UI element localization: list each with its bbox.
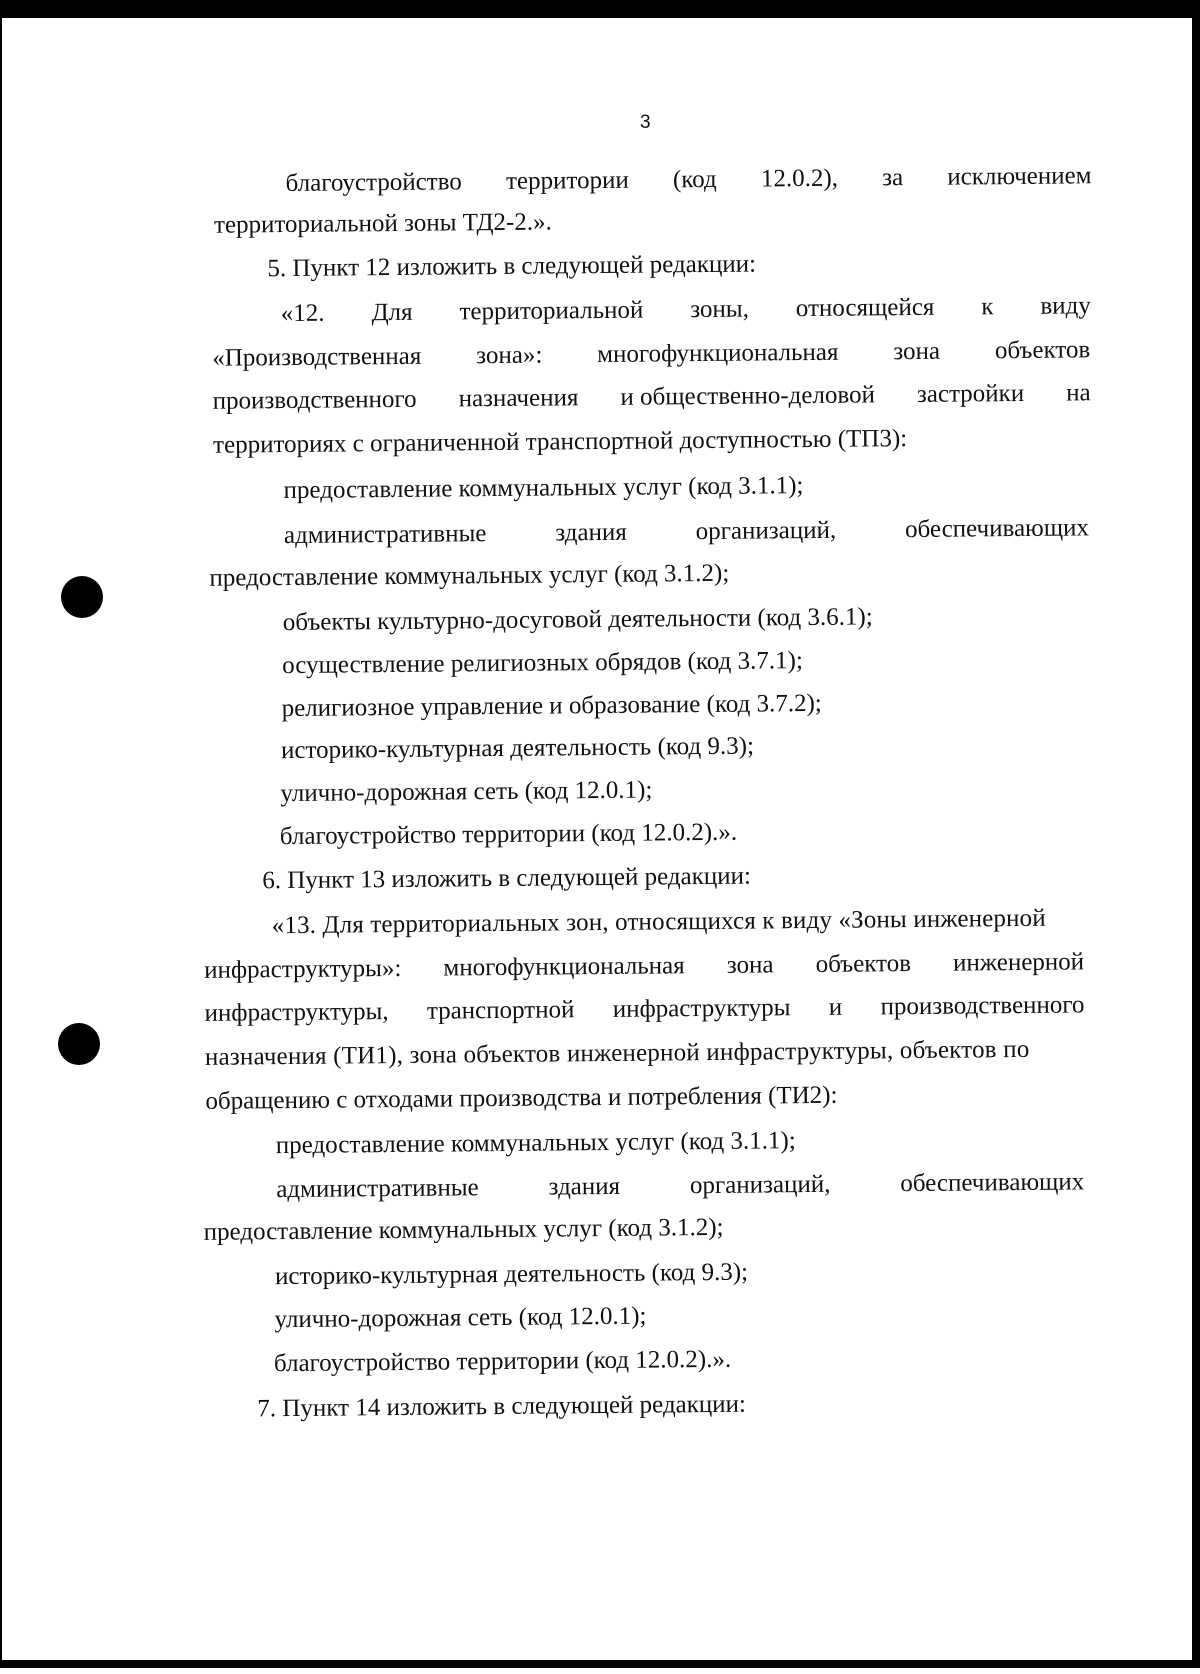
page-number: 3	[640, 112, 651, 133]
word: обеспечивающих	[904, 514, 1090, 544]
text-line: обращению с отходами производства и потребления (ТИ2):	[205, 1081, 838, 1115]
text-line	[285, 161, 1091, 199]
word: исключением	[947, 162, 1092, 191]
word: благоустройство	[285, 168, 462, 198]
word: инфраструктуры»:	[204, 954, 402, 984]
text-line: предоставление коммунальных услуг (код 3.1.2);	[203, 1213, 724, 1246]
word: зоны,	[690, 295, 750, 324]
word: «12.	[280, 299, 325, 328]
list-item: улично-дорожная сеть (код 12.0.1);	[280, 776, 653, 808]
list-item: благоустройство территории (код 12.0.2).».	[279, 818, 738, 851]
text-line	[213, 378, 1091, 416]
text-line	[212, 335, 1090, 373]
word: «Производственная	[212, 342, 422, 372]
word: инфраструктуры,	[204, 998, 389, 1027]
text-line: «13. Для территориальных зон, относящихся к виду «Зоны инженерной	[271, 904, 1046, 940]
word: относящейся	[795, 293, 935, 323]
word: и	[828, 993, 843, 1021]
word: объектов	[815, 950, 912, 978]
list-item	[276, 1167, 1084, 1205]
word: административные	[276, 1174, 479, 1204]
text-line: назначения (ТИ1), зона объектов инженерной инфраструктуры, объектов по	[204, 1035, 1030, 1071]
list-item: предоставление коммунальных услуг (код 3.1.1);	[275, 1127, 796, 1160]
word: обеспечивающих	[900, 1168, 1085, 1198]
word: здания	[548, 1172, 621, 1201]
list-item: религиозное управление и образование (код 3.7.2);	[281, 689, 822, 723]
word: производственного	[880, 991, 1085, 1021]
word: инженерной	[952, 948, 1085, 977]
list-item: улично-дорожная сеть (код 12.0.1);	[274, 1302, 647, 1334]
word: территориальной	[459, 296, 644, 326]
word: зона»:	[476, 341, 543, 370]
item-heading-5: 5. Пункт 12 изложить в следующей редакции:	[267, 250, 757, 283]
list-item: историко-культурная деятельность (код 9.3);	[274, 1258, 749, 1291]
word: к	[981, 293, 994, 321]
text-line	[281, 291, 1091, 329]
word: 12.0.2),	[760, 164, 839, 193]
list-item: осуществление религиозных обрядов (код 3.7.1);	[282, 647, 803, 680]
word: назначения	[458, 384, 579, 413]
word: застройки	[916, 379, 1025, 408]
word: административные	[283, 520, 487, 550]
word: на	[1066, 379, 1091, 407]
word: за	[882, 164, 904, 192]
list-item: благоустройство территории (код 12.0.2).».	[273, 1345, 732, 1378]
word: производственного	[212, 385, 417, 415]
word: зона	[726, 951, 774, 979]
text-line	[204, 990, 1084, 1028]
list-item: предоставление коммунальных услуг (код 3.1.1);	[283, 472, 804, 505]
word: инфраструктуры	[612, 994, 791, 1023]
word: и общественно-деловой	[620, 381, 876, 411]
item-heading-7: 7. Пункт 14 изложить в следующей редакции:	[257, 1390, 747, 1423]
word: (код	[672, 165, 717, 194]
word: Для	[371, 298, 413, 327]
text-line: территориях с ограниченной транспортной доступностью (ТП3):	[212, 425, 908, 459]
word: транспортной	[426, 996, 575, 1025]
text-line: территориальной зоны ТД2-2.».	[213, 208, 552, 239]
list-item: историко-культурная деятельность (код 9.3);	[280, 732, 755, 765]
text-line	[204, 947, 1084, 985]
text-line: предоставление коммунальных услуг (код 3.1.2);	[209, 559, 730, 592]
word: виду	[1040, 292, 1091, 320]
word: многофункциональная	[443, 952, 685, 982]
word: зона	[893, 337, 941, 366]
item-heading-6: 6. Пункт 13 изложить в следующей редакции:	[262, 862, 751, 895]
word: организаций,	[689, 1170, 831, 1200]
word: объектов	[994, 336, 1091, 365]
word: здания	[555, 518, 627, 547]
list-item: объекты культурно-досуговой деятельности (код 3.6.1);	[282, 603, 873, 637]
list-item	[284, 513, 1089, 551]
word: территории	[505, 166, 629, 195]
word: организаций,	[695, 516, 837, 546]
word: многофункциональная	[597, 338, 839, 369]
